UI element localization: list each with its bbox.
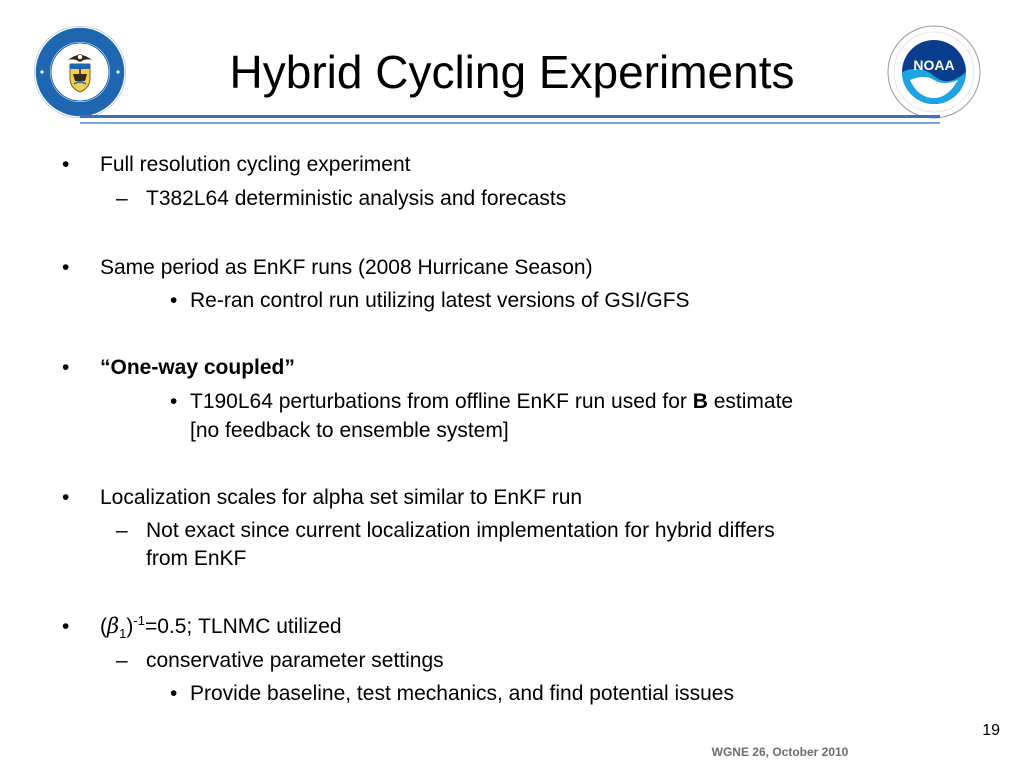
page-number: 19 bbox=[982, 722, 1000, 739]
bullet-text: “One-way coupled” bbox=[100, 356, 295, 379]
text-segment: =0.5; TLNMC utilized bbox=[144, 615, 342, 638]
matrix-b-symbol: B bbox=[692, 390, 708, 413]
bullet-marker: • bbox=[62, 256, 70, 279]
sub-sub-bullet-text: Re-ran control run utilizing latest versions of GSI/GFS bbox=[190, 289, 690, 312]
bullet-text: Full resolution cycling experiment bbox=[100, 153, 411, 176]
sub-bullet-text: Not exact since current localization implementation for hybrid differs bbox=[146, 519, 775, 542]
sub-bullet-text: T382L64 deterministic analysis and forecasts bbox=[146, 187, 567, 210]
bullet-text bbox=[100, 613, 342, 640]
sub-sub-bullet-text bbox=[190, 388, 793, 415]
bullet-marker: • bbox=[62, 153, 70, 176]
dash-marker: – bbox=[116, 519, 128, 542]
bullet-text: Same period as EnKF runs (2008 Hurricane Season) bbox=[100, 256, 593, 279]
sub-sub-bullet-text-continued: [no feedback to ensemble system] bbox=[190, 419, 509, 442]
sub-bullet-text-continued: from EnKF bbox=[146, 547, 247, 570]
bullet-marker: • bbox=[62, 615, 70, 638]
dash-marker: – bbox=[116, 649, 128, 672]
sub-sub-bullet-marker: • bbox=[170, 289, 178, 312]
text-segment: estimate bbox=[707, 390, 794, 413]
bullet-marker: • bbox=[62, 356, 70, 379]
beta-subscript: 1 bbox=[119, 626, 127, 642]
paren-open: ( bbox=[100, 615, 107, 638]
exponent: -1 bbox=[133, 613, 145, 628]
beta-symbol: β bbox=[107, 614, 120, 638]
bullet-text: Localization scales for alpha set similar to EnKF run bbox=[100, 486, 583, 509]
paren-close: ) bbox=[126, 615, 134, 638]
sub-bullet-text: conservative parameter settings bbox=[146, 649, 444, 672]
footer-text: WGNE 26, October 2010 bbox=[711, 745, 849, 759]
sub-sub-bullet-text: Provide baseline, test mechanics, and find potential issues bbox=[190, 682, 734, 705]
bullet-marker: • bbox=[62, 486, 70, 509]
slide-title: Hybrid Cycling Experiments bbox=[229, 46, 795, 98]
sub-sub-bullet-marker: • bbox=[170, 682, 178, 705]
sub-sub-bullet-marker: • bbox=[170, 390, 178, 413]
svg-text:NOAA: NOAA bbox=[913, 57, 955, 73]
dash-marker: – bbox=[116, 187, 128, 210]
text-segment: T190L64 perturbations from offline EnKF run used for bbox=[190, 390, 693, 413]
